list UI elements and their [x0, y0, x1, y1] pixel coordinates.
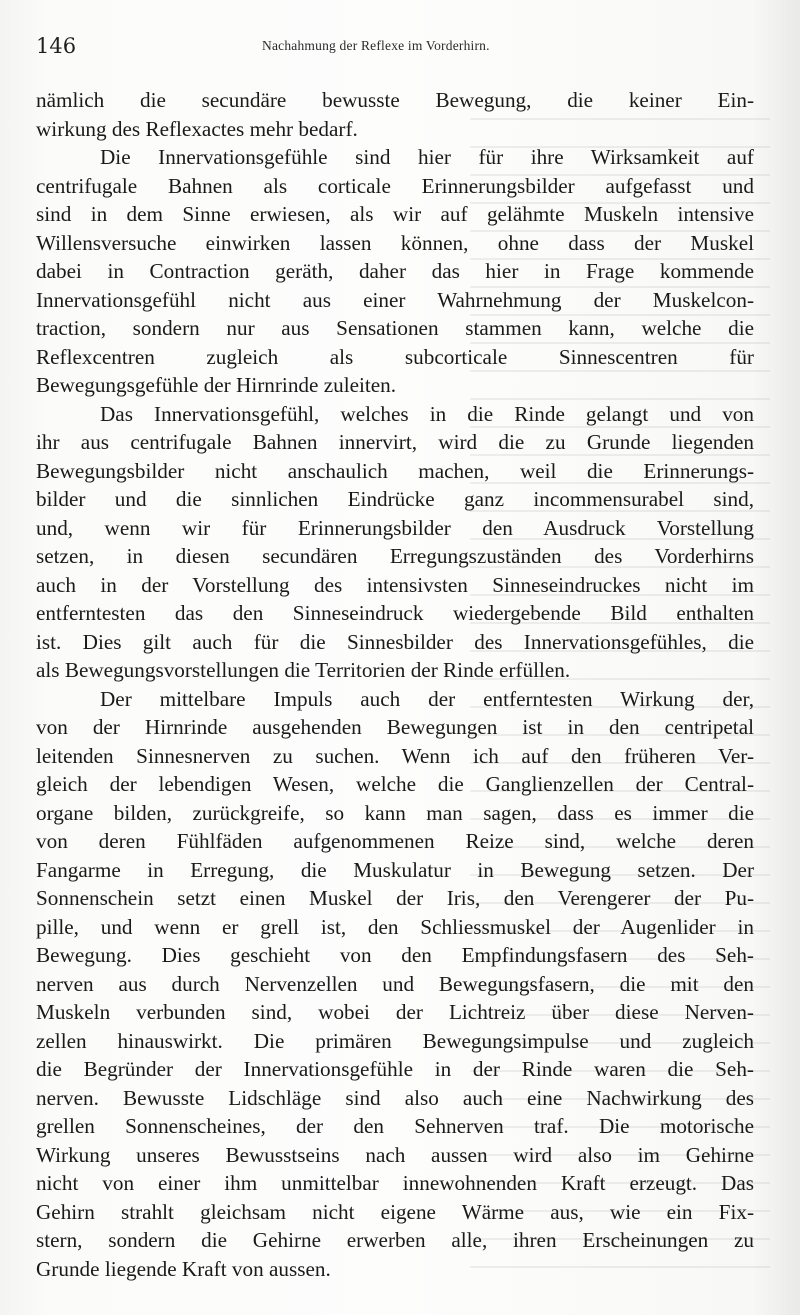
text-line: Bewegungsbilder nicht anschaulich machen, weil die Erinnerungs- [36, 458, 754, 483]
text-line: setzen, in diesen secundären Erregungszuständen des Vorderhirns [36, 544, 754, 568]
text-line: Fangarme in Erregung, die Muskulatur in Bewegung setzen. Der [36, 857, 754, 882]
text-line: pille, und wenn er grell ist, den Schliessmuskel der Augenlider in [36, 914, 754, 939]
text-line: Gehirn strahlt gleichsam nicht eigene Wärme aus, wie ein Fix- [36, 1199, 754, 1224]
text-line: Sonnenschein setzt einen Muskel der Iris, den Verengerer der Pu- [36, 886, 754, 910]
text-line: Innervationsgefühl nicht aus einer Wahrnehmung der Muskelcon- [36, 287, 754, 312]
page-header [36, 34, 776, 58]
body-text [36, 86, 754, 1283]
text-line: als Bewegungsvorstellungen die Territorien der Rinde erfüllen. [36, 658, 571, 682]
text-line: bilder und die sinnlichen Eindrücke ganz incommensurabel sind, [36, 487, 754, 511]
text-line: Bewegung. Dies geschieht von den Empfindungsfasern des Seh- [36, 943, 754, 967]
text-line: Wirkung unseres Bewusstseins nach aussen wird also im Gehirne [36, 1142, 754, 1167]
text-line: Willensversuche einwirken lassen können, ohne dass der Muskel [36, 230, 754, 255]
text-line: die Begründer der Innervationsgefühle in der Rinde waren die Seh- [36, 1057, 754, 1081]
text-line: traction, sondern nur aus Sensationen stammen kann, welche die [36, 316, 754, 340]
text-line: zellen hinauswirkt. Die primären Bewegungsimpulse und zugleich [36, 1028, 754, 1053]
paragraph-first-line: Das Innervationsgefühl, welches in die Rinde gelangt und von [100, 401, 754, 426]
text-line: wirkung des Reflexactes mehr bedarf. [36, 116, 358, 141]
text-line: stern, sondern die Gehirne erwerben alle, ihren Erscheinungen zu [36, 1228, 754, 1252]
text-line: ihr aus centrifugale Bahnen innervirt, wird die zu Grunde liegenden [36, 430, 754, 454]
text-line: Muskeln verbunden sind, wobei der Lichtreiz über diese Nerven- [36, 1000, 754, 1024]
text-line: dabei in Contraction geräth, daher das hier in Frage kommende [36, 259, 754, 283]
text-line: leitenden Sinnesnerven zu suchen. Wenn ich auf den früheren Ver- [36, 743, 754, 768]
text-line: und, wenn wir für Erinnerungsbilder den Ausdruck Vorstellung [36, 515, 754, 540]
text-line: Reflexcentren zugleich als subcorticale Sinnescentren für [36, 344, 754, 369]
page-number: 146 [36, 34, 77, 58]
text-line: Grunde liegende Kraft von aussen. [36, 1256, 331, 1281]
text-line: nämlich die secundäre bewusste Bewegung, die keiner Ein- [36, 88, 754, 112]
text-line: centrifugale Bahnen als corticale Erinnerungsbilder aufgefasst und [36, 173, 754, 198]
paragraph-first-line: Der mittelbare Impuls auch der entferntesten Wirkung der, [100, 686, 754, 711]
text-line: nerven. Bewusste Lidschläge sind also auch eine Nachwirkung des [36, 1085, 754, 1110]
text-line: grellen Sonnenscheines, der den Sehnerven traf. Die motorische [36, 1114, 754, 1138]
text-line: entferntesten das den Sinneseindruck wiedergebende Bild enthalten [36, 601, 754, 625]
text-line: sind in dem Sinne erwiesen, als wir auf gelähmte Muskeln intensive [36, 202, 754, 226]
text-line: nerven aus durch Nervenzellen und Bewegungsfasern, die mit den [36, 971, 754, 996]
text-line: organe bilden, zurückgreife, so kann man sagen, dass es immer die [36, 800, 754, 825]
text-line: auch in der Vorstellung des intensivsten Sinneseindruckes nicht im [36, 572, 754, 597]
text-line: von der Hirnrinde ausgehenden Bewegungen ist in den centripetal [36, 715, 754, 739]
running-head: Nachahmung der Reflexe im Vorderhirn. [262, 38, 490, 53]
paragraph-first-line: Die Innervationsgefühle sind hier für ihre Wirksamkeit auf [100, 145, 754, 169]
text-line: ist. Dies gilt auch für die Sinnesbilder des Innervationsgefühles, die [36, 629, 754, 654]
text-line: nicht von einer ihm unmittelbar innewohnenden Kraft erzeugt. Das [36, 1171, 754, 1195]
text-line: Bewegungsgefühle der Hirnrinde zuleiten. [36, 373, 397, 397]
text-line: gleich der lebendigen Wesen, welche die Ganglienzellen der Central- [36, 772, 754, 796]
text-line: von deren Fühlfäden aufgenommenen Reize sind, welche deren [36, 829, 754, 853]
